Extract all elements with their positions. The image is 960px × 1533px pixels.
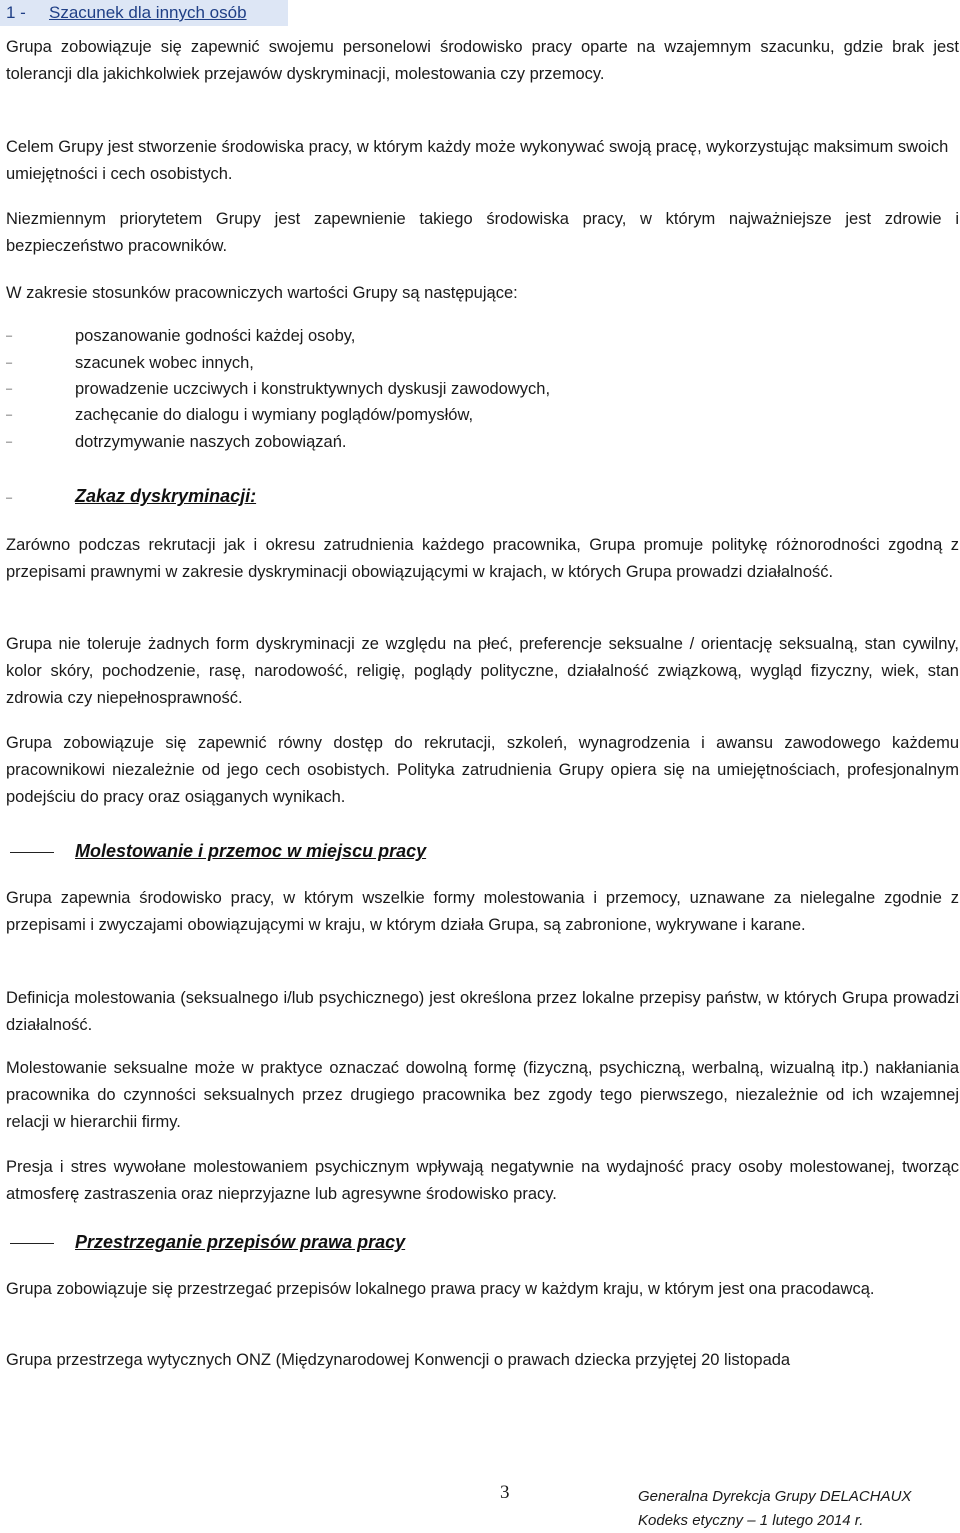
heading-rule: [10, 1243, 54, 1244]
list-item-text: zachęcanie do dialogu i wymiany poglądów/pomysłów,: [75, 406, 474, 424]
list-item: [0, 350, 960, 377]
heading-rule: [10, 852, 54, 853]
bullet-dash: –: [6, 383, 13, 395]
subsection-title: Molestowanie i przemoc w miejscu pracy: [75, 841, 427, 861]
paragraph: Grupa zapewnia środowisko pracy, w którym wszelkie formy molestowania i przemocy, uznawane za nielegalne zgodnie z przepisami i zwyczajami obowiązującymi w kraju, w którym działa Grupa, są zabronione, wykrywane i karane.: [6, 889, 959, 934]
paragraph: Presja i stres wywołane molestowaniem psychicznym wpływają negatywnie na wydajność pracy osoby molestowanej, tworząc atmosferę zastraszenia oraz nieprzyjazne lub agresywne środowisko pracy.: [6, 1158, 959, 1203]
bullet-dash: –: [6, 357, 13, 369]
bullet-dash: –: [6, 330, 13, 342]
paragraph: Grupa nie toleruje żadnych form dyskryminacji ze względu na płeć, preferencje seksualne / orientację seksualną, stan cywilny, kolor skóry, pochodzenie, rasę, narodowość, religię, poglądy polityczne, działalność związkową, wygląd fizyczny, wiek, stan zdrowia czy niepełnosprawność.: [6, 635, 959, 707]
bullet-dash: –: [6, 436, 13, 448]
section-title: Szacunek dla innych osób: [49, 3, 247, 22]
list-item: [0, 429, 960, 456]
values-intro: W zakresie stosunków pracowniczych wartości Grupy są następujące:: [6, 284, 518, 302]
list-item: [0, 323, 960, 350]
list-item: [0, 402, 960, 429]
footer: [638, 1485, 958, 1533]
paragraph: Grupa przestrzega wytycznych ONZ (Międzynarodowej Konwencji o prawach dziecka przyjętej 20 listopada: [6, 1351, 791, 1369]
section-header: [0, 0, 288, 26]
paragraph: Definicja molestowania (seksualnego i/lub psychicznego) jest określona przez lokalne przepisy państw, w których Grupa prowadzi działalność.: [6, 989, 959, 1034]
paragraph: Molestowanie seksualne może w praktyce oznaczać dowolną formę (fizyczną, psychiczną, werbalną, wizualną itp.) nakłaniania pracownika do czynności seksualnych przez drugiego pracownika bez zgody tego pierwszego, niezależnie od ich wzajemnej relacji w hierarchii firmy.: [6, 1059, 959, 1131]
list-item-text: poszanowanie godności każdej osoby,: [75, 327, 356, 345]
bullet-dash: –: [6, 409, 13, 421]
subsection-heading: [0, 1229, 960, 1259]
paragraph: Zarówno podczas rekrutacji jak i okresu zatrudnienia każdego pracownika, Grupa promuje politykę różnorodności zgodną z przepisami prawnymi w zakresie dyskryminacji obowiązującymi w krajach, w których Grupa prowadzi działalność.: [6, 536, 959, 581]
intro-paragraph: Grupa zobowiązuje się zapewnić swojemu personelowi środowisko pracy oparte na wzajemnym szacunku, gdzie brak jest tolerancji dla jakichkolwiek przejawów dyskryminacji, molestowania czy przemocy.: [6, 38, 959, 83]
list-item-text: dotrzymywanie naszych zobowiązań.: [75, 433, 347, 451]
intro-paragraph: Celem Grupy jest stworzenie środowiska pracy, w którym każdy może wykonywać swoją pracę, wykorzystując maksimum swoich umiejętności i cech osobistych.: [6, 138, 949, 183]
intro-paragraph: Niezmiennym priorytetem Grupy jest zapewnienie takiego środowiska pracy, w którym najważniejsze jest zdrowie i bezpieczeństwo pracowników.: [6, 210, 959, 255]
subsection-heading: [0, 483, 960, 513]
bullet-dash: –: [6, 492, 13, 504]
subsection-title: Przestrzeganie przepisów prawa pracy: [75, 1232, 406, 1252]
list-item: [0, 376, 960, 403]
subsection-heading: [0, 838, 960, 868]
page-number: 3: [500, 1482, 510, 1503]
paragraph: Grupa zobowiązuje się przestrzegać przepisów lokalnego prawa pracy w każdym kraju, w którym jest ona pracodawcą.: [6, 1280, 875, 1298]
paragraph: Grupa zobowiązuje się zapewnić równy dostęp do rekrutacji, szkoleń, wynagrodzenia i awansu zawodowego każdemu pracownikowi niezależnie od jego cech osobistych. Polityka zatrudnienia Grupy opiera się na umiejętnościach, profesjonalnym podejściu do pracy oraz osiąganych wynikach.: [6, 734, 959, 806]
section-number: 1 -: [6, 3, 26, 22]
list-item-text: szacunek wobec innych,: [75, 354, 254, 372]
subsection-title: Zakaz dyskryminacji:: [75, 486, 257, 506]
footer-line: Kodeks etyczny – 1 lutego 2014 r.: [638, 1512, 864, 1529]
footer-line: Generalna Dyrekcja Grupy DELACHAUX: [638, 1488, 912, 1505]
list-item-text: prowadzenie uczciwych i konstruktywnych dyskusji zawodowych,: [75, 380, 551, 398]
